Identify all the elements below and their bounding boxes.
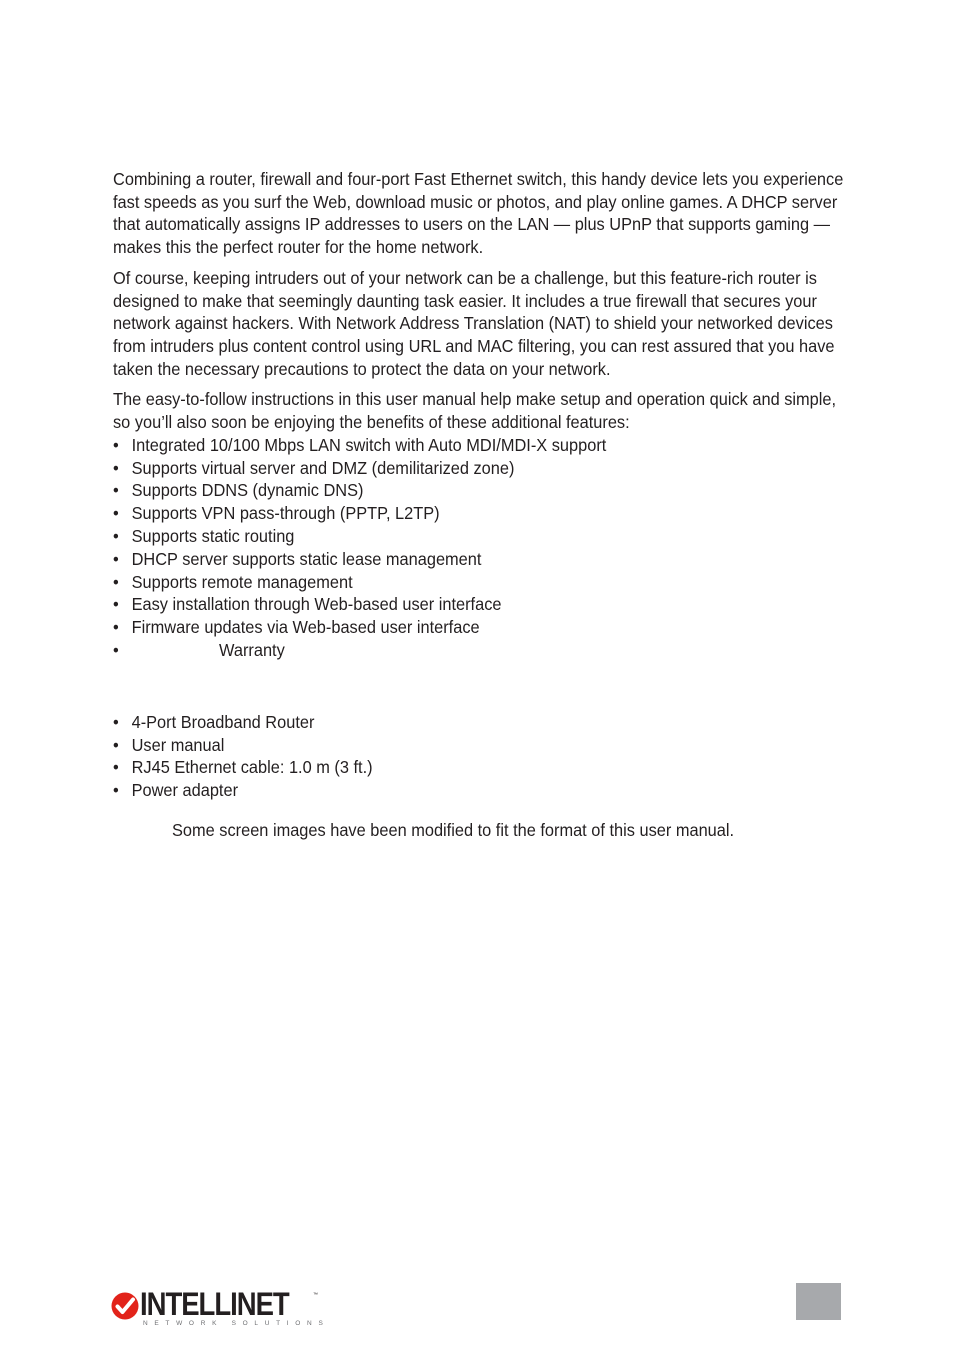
logo-wordmark: INTELLINET <box>140 1286 289 1322</box>
page-content <box>113 168 853 802</box>
bullet: • <box>113 639 119 660</box>
list-item: • Firmware updates via Web-based user interface <box>113 617 480 638</box>
logo-trademark: ™ <box>313 1292 318 1298</box>
intro-paragraph-1: Combining a router, firewall and four-port Fast Ethernet switch, this handy device lets you experience fast speeds as you surf the Web, download music or photos, and play online games. A DHCP server that automatically assigns IP addresses to users on the LAN — plus UPnP that supports gaming — makes this the perfect router for the home network. <box>113 169 844 258</box>
page-number-box <box>796 1283 841 1320</box>
warranty-label: Warranty <box>219 639 285 660</box>
bullet: • <box>113 548 119 569</box>
checkmark-logo-icon <box>110 1291 140 1321</box>
package-contents-list <box>113 711 853 802</box>
list-item: • Supports virtual server and DMZ (demilitarized zone) <box>113 457 515 478</box>
bullet: • <box>113 503 119 524</box>
bullet: • <box>113 480 119 501</box>
bullet: • <box>113 617 119 638</box>
bullet: • <box>113 525 119 546</box>
intellinet-logo <box>110 1286 330 1332</box>
warranty-item <box>113 639 866 662</box>
bullet: • <box>113 734 119 755</box>
intro-paragraph-2: Of course, keeping intruders out of your network can be a challenge, but this feature-rich router is designed to make that seemingly daunting task easier. It includes a true firewall that secures your network against hackers. With Network Address Translation (NAT) to shield your networked devices from intruders plus content control using URL and MAC filtering, you can rest assured that you have taken the necessary precautions to protect the data on your network. <box>113 267 835 379</box>
bullet: • <box>113 711 119 732</box>
list-item: • 4-Port Broadband Router <box>113 711 315 732</box>
bullet: • <box>113 434 119 455</box>
bullet: • <box>113 571 119 592</box>
list-item: • Supports DDNS (dynamic DNS) <box>113 480 364 501</box>
bullet: • <box>113 594 119 615</box>
list-item: • Power adapter <box>113 780 239 801</box>
features-list <box>113 434 853 662</box>
list-item: • Supports static routing <box>113 525 295 546</box>
bullet: • <box>113 780 119 801</box>
bullet: • <box>113 757 119 778</box>
note-text: Some screen images have been modified to fit the format of this user manual. <box>172 820 735 840</box>
logo-tagline: NETWORK SOLUTIONS <box>143 1320 330 1327</box>
list-item: • User manual <box>113 734 225 755</box>
list-item: • RJ45 Ethernet cable: 1.0 m (3 ft.) <box>113 757 373 778</box>
list-item: • Integrated 10/100 Mbps LAN switch with Auto MDI/MDI-X support <box>113 434 607 455</box>
list-item: • Easy installation through Web-based user interface <box>113 594 502 615</box>
list-item: • Supports remote management <box>113 571 353 592</box>
list-item: • Supports VPN pass-through (PPTP, L2TP) <box>113 503 440 524</box>
list-item: • DHCP server supports static lease management <box>113 548 482 569</box>
intro-paragraph-3: The easy-to-follow instructions in this user manual help make setup and operation quick and simple, so you’ll also soon be enjoying the benefits of these additional features: <box>113 389 837 433</box>
bullet: • <box>113 457 119 478</box>
